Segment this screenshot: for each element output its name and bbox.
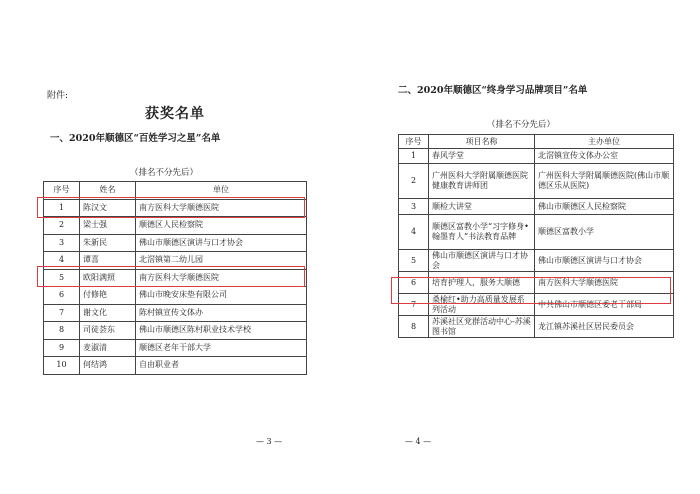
- header-project: 项目名称: [429, 135, 535, 149]
- row-unit-cell: 佛山市顺德区人民检察院: [535, 199, 674, 215]
- table-row: [399, 272, 674, 294]
- row-index-cell: 4: [399, 215, 429, 250]
- row-index-cell: 7: [44, 304, 80, 322]
- table-row: [44, 199, 307, 217]
- row-name-cell: 桑榆红•助力高质量发展系列活动: [429, 294, 535, 316]
- row-name-cell: 梁士强: [80, 217, 136, 235]
- row-name-cell: 麦淑清: [80, 339, 136, 357]
- row-name-cell: 陈汉文: [80, 199, 136, 217]
- page-number: — 3 —: [256, 437, 283, 446]
- brand-projects-table: [398, 134, 674, 338]
- row-name-cell: 司徒荟东: [80, 322, 136, 340]
- row-unit-cell: 佛山市顺德区演讲与口才协会: [535, 250, 674, 272]
- table-row: [44, 234, 307, 252]
- row-index-cell: 8: [399, 316, 429, 338]
- row-name-cell: 何结鸿: [80, 357, 136, 375]
- order-note: （排名不分先后）: [130, 168, 199, 178]
- table-row: [399, 215, 674, 250]
- row-name-cell: 朱新民: [80, 234, 136, 252]
- row-name-cell: 谢文化: [80, 304, 136, 322]
- page-4: [350, 0, 700, 494]
- row-name-cell: 春风学堂: [429, 149, 535, 164]
- learning-stars-table: [43, 181, 307, 375]
- row-unit-cell: 南方医科大学顺德医院: [136, 269, 307, 287]
- table-header-row: [399, 135, 674, 149]
- row-name-cell: 欧阳满照: [80, 269, 136, 287]
- document-title: 获奖名单: [145, 106, 205, 122]
- row-name-cell: 广州医科大学附属顺德医院健康教育讲师团: [429, 164, 535, 199]
- row-index-cell: 3: [44, 234, 80, 252]
- row-index-cell: 5: [399, 250, 429, 272]
- header-index: 序号: [44, 182, 80, 200]
- row-name-cell: 苏溪社区党群活动中心-苏溪图书馆: [429, 316, 535, 338]
- row-name-cell: 佛山市顺德区演讲与口才协会: [429, 250, 535, 272]
- section-title-learning-stars: 一、2020年顺德区“百姓学习之星”名单: [50, 133, 221, 144]
- row-index-cell: 9: [44, 339, 80, 357]
- row-unit-cell: 北滘镇第二幼儿园: [136, 252, 307, 270]
- row-index-cell: 2: [399, 164, 429, 199]
- table-row: [44, 217, 307, 235]
- row-unit-cell: 龙江镇苏溪社区居民委员会: [535, 316, 674, 338]
- row-index-cell: 6: [44, 287, 80, 305]
- row-unit-cell: 中共佛山市顺德区委老干部局: [535, 294, 674, 316]
- row-index-cell: 2: [44, 217, 80, 235]
- row-index-cell: 6: [399, 272, 429, 294]
- row-index-cell: 3: [399, 199, 429, 215]
- header-unit: 单位: [136, 182, 307, 200]
- attachment-label: 附件:: [47, 91, 69, 101]
- row-name-cell: 付修艳: [80, 287, 136, 305]
- header-index: 序号: [399, 135, 429, 149]
- table-row: [399, 164, 674, 199]
- row-unit-cell: 顺德区人民检察院: [136, 217, 307, 235]
- row-unit-cell: 顺德区富教小学: [535, 215, 674, 250]
- row-unit-cell: 广州医科大学附属顺德医院(佛山市顺德区乐从医院): [535, 164, 674, 199]
- table-header-row: [44, 182, 307, 200]
- row-name-cell: 谭喜: [80, 252, 136, 270]
- table-row: [399, 250, 674, 272]
- table-row: [399, 316, 674, 338]
- table-row: [399, 199, 674, 215]
- row-unit-cell: 佛山市晚安床垫有限公司: [136, 287, 307, 305]
- table-row: [399, 149, 674, 164]
- table-row: [44, 287, 307, 305]
- header-name: 姓名: [80, 182, 136, 200]
- table-row: [44, 357, 307, 375]
- row-index-cell: 7: [399, 294, 429, 316]
- row-index-cell: 4: [44, 252, 80, 270]
- row-name-cell: 顺德区富教小学“习字修身•翰墨育人”书法教育品牌: [429, 215, 535, 250]
- row-unit-cell: 南方医科大学顺德医院: [535, 272, 674, 294]
- table-row: [44, 304, 307, 322]
- row-name-cell: 培育护理人，服务大顺德: [429, 272, 535, 294]
- header-organizer: 主办单位: [535, 135, 674, 149]
- section-title-brand-projects: 二、2020年顺德区“终身学习品牌项目”名单: [398, 85, 588, 96]
- row-unit-cell: 佛山市顺德区陈村职业技术学校: [136, 322, 307, 340]
- table-row: [44, 269, 307, 287]
- page-number: — 4 —: [405, 437, 432, 446]
- row-unit-cell: 南方医科大学顺德医院: [136, 199, 307, 217]
- row-name-cell: 顺检大讲堂: [429, 199, 535, 215]
- row-unit-cell: 顺德区老年干部大学: [136, 339, 307, 357]
- row-index-cell: 10: [44, 357, 80, 375]
- row-unit-cell: 陈村镇宣传文体办: [136, 304, 307, 322]
- table-row: [399, 294, 674, 316]
- row-index-cell: 1: [399, 149, 429, 164]
- table-row: [44, 339, 307, 357]
- row-unit-cell: 北滘镇宣传文体办公室: [535, 149, 674, 164]
- row-index-cell: 8: [44, 322, 80, 340]
- row-index-cell: 5: [44, 269, 80, 287]
- order-note: （排名不分先后）: [487, 120, 556, 130]
- row-unit-cell: 佛山市顺德区演讲与口才协会: [136, 234, 307, 252]
- row-unit-cell: 自由职业者: [136, 357, 307, 375]
- table-row: [44, 252, 307, 270]
- table-row: [44, 322, 307, 340]
- row-index-cell: 1: [44, 199, 80, 217]
